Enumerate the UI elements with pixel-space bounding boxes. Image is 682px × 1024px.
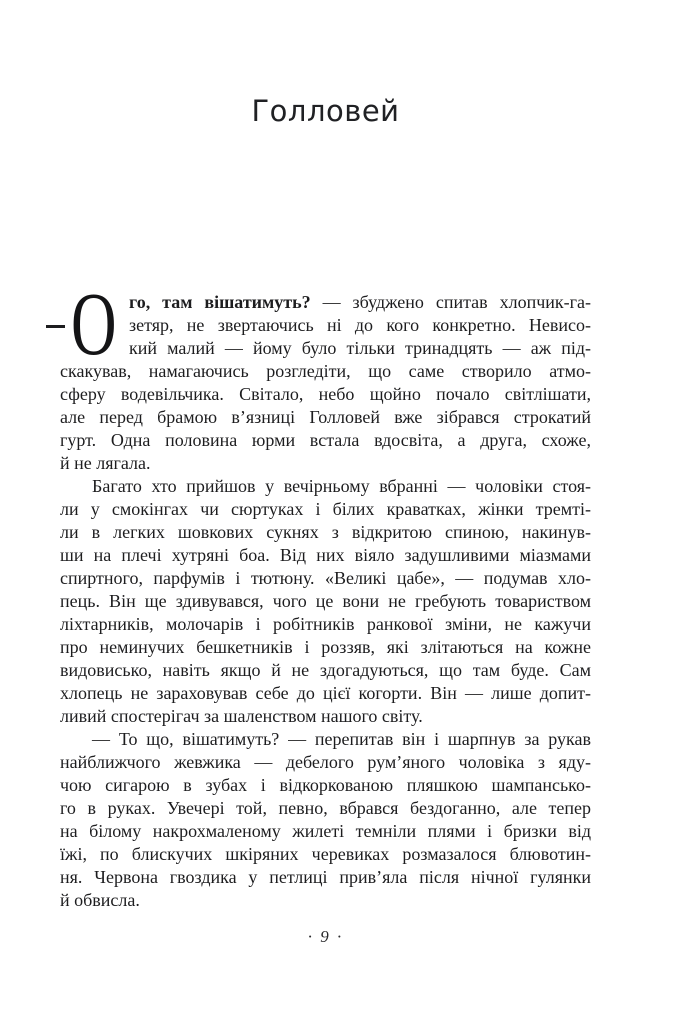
text-line: зетяр, не звертаючись ні до кого конкретно. Невисо- xyxy=(129,315,591,335)
text-line: сферу водевільчика. Світало, небо щойно почало світлішати, xyxy=(60,384,591,404)
paragraph-1 xyxy=(60,275,591,475)
text-line: хлопець не зараховував себе до цієї когорти. Він — лише допит- xyxy=(60,683,591,703)
page-number: · 9 · xyxy=(307,927,344,946)
text-line: й обвисла. xyxy=(60,890,140,910)
paragraph-3 xyxy=(60,728,591,912)
text-line: їжі, по блискучих шкіряних черевиках розмазалося блювотин- xyxy=(60,844,591,864)
text-line: кий малий — йому було тільки тринадцять — аж під- xyxy=(129,338,591,358)
body-text xyxy=(60,275,591,912)
chapter-title: Голловей xyxy=(251,94,400,128)
text-line: ли в легких шовкових сукнях з відкритою спиною, накинув- xyxy=(60,522,591,542)
text-line: пець. Він ще здивувався, чого це вони не гребують товариством xyxy=(60,591,591,611)
text-line: видовисько, навіть якщо й не здогадуються, що там буде. Сам xyxy=(60,660,591,680)
text-line: Багато хто прийшов у вечірньому вбранні — чоловіки стоя- xyxy=(92,476,591,496)
text-line: найближчого жевжика — дебелого рум’яного чоловіка з яду- xyxy=(60,752,591,772)
text-line: — То що, вішатимуть? — перепитав він і шарпнув за рукав xyxy=(92,729,591,749)
paragraph-2 xyxy=(60,475,591,728)
bold-lead-phrase: го, там вішатимуть? xyxy=(129,292,311,312)
drop-cap xyxy=(60,275,129,374)
text-line: але перед брамою в’язниці Голловей вже зібрався строкатий xyxy=(60,407,591,427)
text-line: скакував, намагаючись розгледіти, що саме створило атмо- xyxy=(60,361,591,381)
text-line: ши на плечі хутряні боа. Від них віяло задушливими міазмами xyxy=(60,545,591,565)
text-line: й не лягала. xyxy=(60,453,151,473)
text-line: спиртного, парфумів і тютюну. «Великі цабе», — подумав хло- xyxy=(60,568,591,588)
text-line: гурт. Одна половина юрми встала вдосвіта, а друга, схоже, xyxy=(60,430,591,450)
drop-cap-letter: О xyxy=(71,275,117,374)
text-line: го в руках. Увечері той, певно, вбрався бездоганно, але тепер xyxy=(60,798,591,818)
line-rest: — збуджено спитав хлопчик-га- xyxy=(310,292,591,312)
text-line: ли у смокінгах чи сюртуках і білих краватках, жінки тремті- xyxy=(60,499,591,519)
text-line: ліхтарників, молочарів і робітників ранкової зміни, не кажучи xyxy=(60,614,591,634)
dialogue-dash xyxy=(46,325,65,328)
text-line: на білому накрохмаленому жилеті темніли плями і бризки від xyxy=(60,821,591,841)
text-line: ливий спостерігач за шаленством нашого світу. xyxy=(60,706,423,726)
text-line xyxy=(60,291,591,314)
text-line: про неминучих бешкетників і роззяв, які злітаються на кожне xyxy=(60,637,591,657)
text-line: чою сигарою в зубах і відкоркованою пляшкою шампансько- xyxy=(60,775,591,795)
text-line: ня. Червона гвоздика у петлиці прив’яла після нічної гулянки xyxy=(60,867,591,887)
